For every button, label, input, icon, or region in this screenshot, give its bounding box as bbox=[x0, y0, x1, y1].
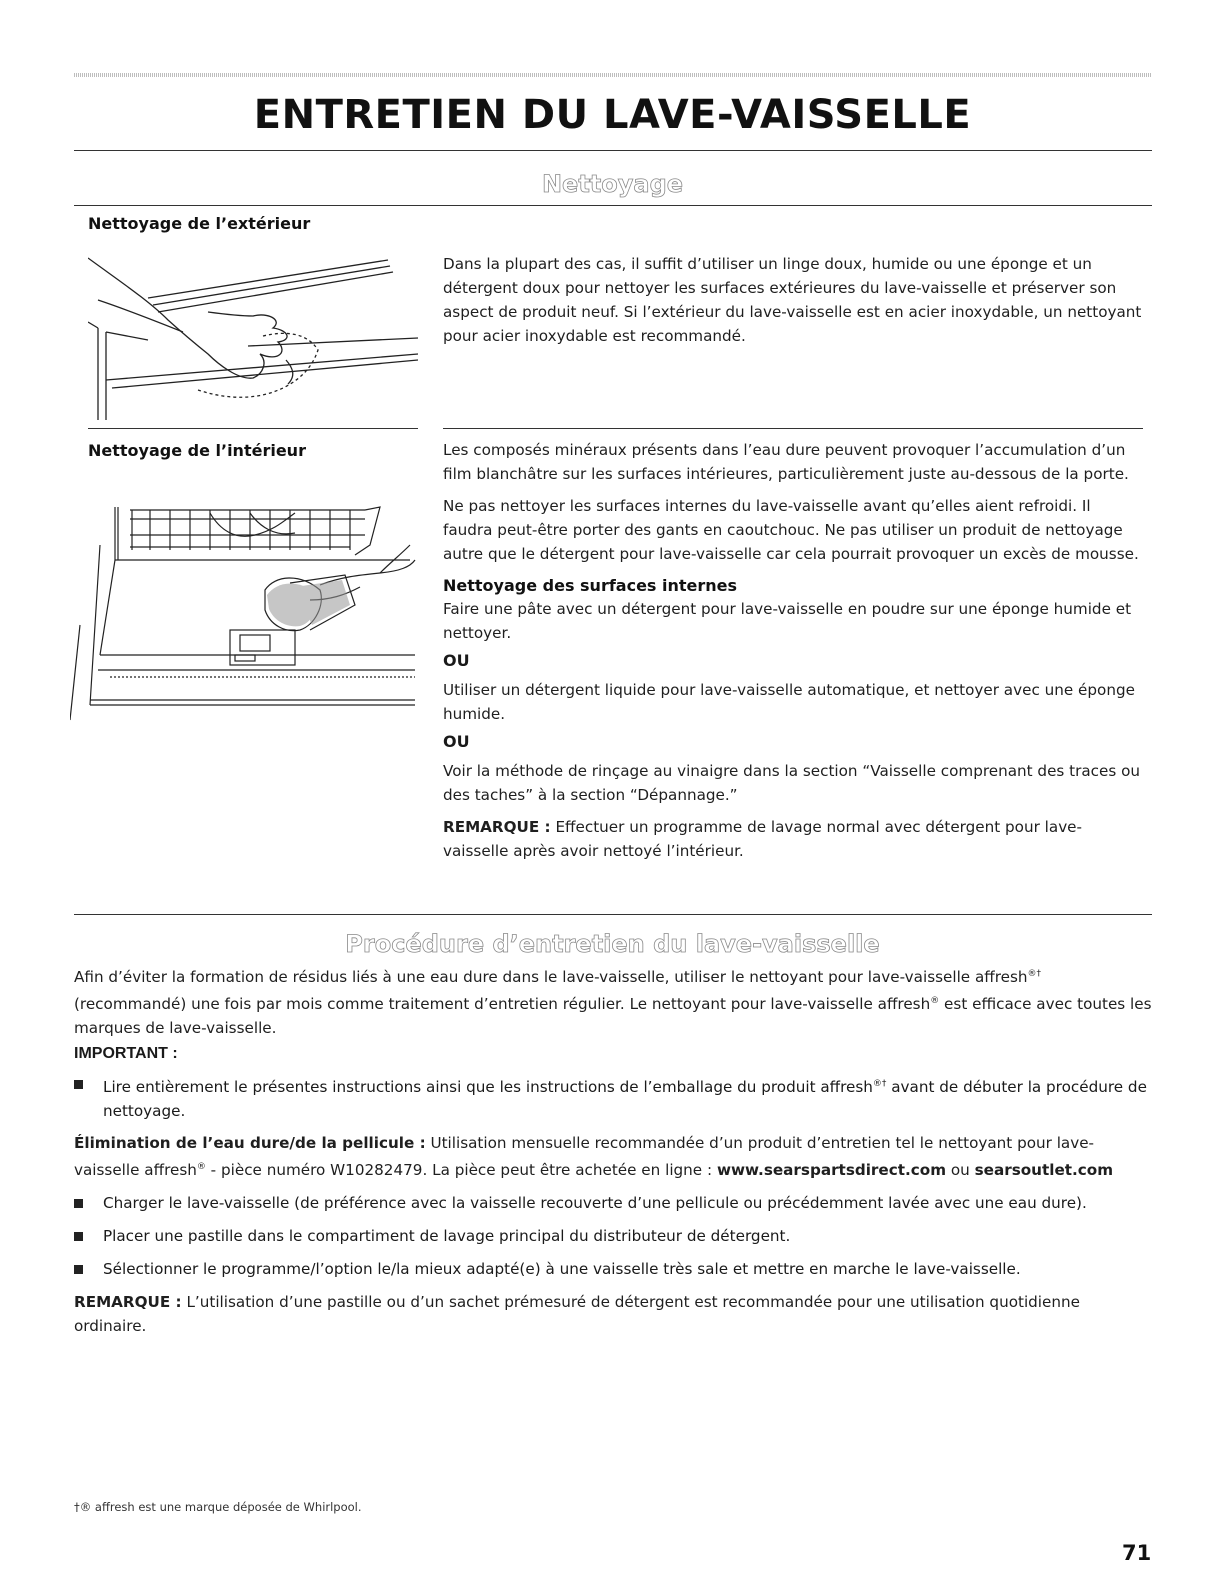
exterior-right-rule bbox=[443, 428, 1143, 429]
exterior-text: Dans la plupart des cas, il suffit d’utiliser un linge doux, humide ou une éponge et un détergent doux pour nettoyer les surfaces extérieures du lave-vaisselle et préserver son aspect de produit neuf. Si l’extérieur du lave-vaisselle est en acier inoxydable, un nettoyant pour acier inoxydable est recommandé. bbox=[443, 255, 1142, 345]
maintenance-note-label: REMARQUE : bbox=[74, 1293, 182, 1312]
elimination-label: Élimination de l’eau dure/de la pellicule : bbox=[74, 1134, 426, 1153]
bullet-square-icon bbox=[74, 1232, 83, 1241]
maintenance-note bbox=[74, 1290, 1152, 1338]
footnote: †® affresh est une marque déposée de Whirlpool. bbox=[74, 1500, 362, 1514]
page-title: ENTRETIEN DU LAVE-VAISSELLE bbox=[253, 92, 972, 138]
important-sup: ®† bbox=[872, 1079, 887, 1090]
interior-cleaning-illustration bbox=[70, 505, 420, 725]
interior-paragraph-5: Voir la méthode de rinçage au vinaigre dans la section “Vaisselle comprenant des traces ou des taches” à la section “Dépannage.” bbox=[443, 762, 1141, 804]
interior-paragraph-2: Ne pas nettoyer les surfaces internes du lave-vaisselle avant qu’elles aient refroidi. Il faudra peut-être porter des gants en caoutchouc. Ne pas utiliser un produit de nettoyage autre que le détergent pour lave-vaisselle car cela pourrait provoquer un excès de mousse. bbox=[443, 497, 1139, 563]
important-text-a: Lire entièrement le présentes instructions ainsi que les instructions de l’emballage du produit affresh bbox=[103, 1078, 873, 1097]
searsoutlet-link[interactable]: searsoutlet.com bbox=[974, 1161, 1114, 1180]
elimination-text-a: Utilisation mensuelle recommandée d’un produit d’entretien tel le nettoyant pour lave-vaisselle affresh bbox=[74, 1134, 1095, 1180]
interior-note-text: Effectuer un programme de lavage normal avec détergent pour lave-vaisselle après avoir nettoyé l’intérieur. bbox=[443, 818, 1083, 860]
list-item bbox=[74, 1257, 1152, 1281]
internal-surfaces-title: Nettoyage des surfaces internes bbox=[443, 576, 738, 595]
intro-part-a: Afin d’éviter la formation de résidus liés à une eau dure dans le lave-vaisselle, utiliser le nettoyant pour lave-vaisselle affresh bbox=[74, 968, 1028, 987]
title-rule bbox=[74, 150, 1152, 151]
interior-paragraph-1: Les composés minéraux présents dans l’eau dure peuvent provoquer l’accumulation d’un film blanchâtre sur les surfaces intérieures, particulièrement juste au-dessous de la porte. bbox=[443, 441, 1129, 483]
section-heading-nettoyage: Nettoyage bbox=[541, 170, 684, 198]
or-label-1: OU bbox=[443, 651, 470, 670]
bullet-square-icon bbox=[74, 1265, 83, 1274]
maintenance-note-text: L’utilisation d’une pastille ou d’un sachet prémesuré de détergent est recommandée pour une utilisation quotidienne ordinaire. bbox=[74, 1293, 1080, 1336]
intro-sup-1: ®† bbox=[1027, 969, 1042, 979]
bullet-square-icon bbox=[74, 1080, 83, 1089]
bullet-square-icon bbox=[74, 1199, 83, 1208]
intro-part-c: est efficace avec toutes les marques de lave-vaisselle. bbox=[74, 995, 1152, 1038]
exterior-title: Nettoyage de l’extérieur bbox=[88, 214, 311, 233]
list-item bbox=[74, 1191, 1152, 1215]
interior-note bbox=[443, 815, 1143, 863]
section-rule bbox=[74, 205, 1152, 206]
maintenance-intro bbox=[74, 962, 1152, 1040]
list-item-text: Placer une pastille dans le compartiment de lavage principal du distributeur de détergent. bbox=[103, 1227, 791, 1246]
interior-note-label: REMARQUE : bbox=[443, 818, 551, 836]
searspartsdirect-link[interactable]: www.searspartsdirect.com bbox=[716, 1161, 947, 1180]
list-item bbox=[74, 1224, 1152, 1248]
elimination-paragraph bbox=[74, 1131, 1152, 1182]
or-word: ou bbox=[946, 1161, 975, 1180]
important-text-b: avant de débuter la procédure de nettoyage. bbox=[103, 1078, 1147, 1121]
or-label-2: OU bbox=[443, 732, 470, 751]
interior-title: Nettoyage de l’intérieur bbox=[88, 441, 306, 460]
elimination-sup: ® bbox=[196, 1162, 206, 1173]
section-divider bbox=[74, 914, 1152, 915]
top-dotted-rule bbox=[74, 73, 1152, 77]
section-heading-maintenance: Procédure d’entretien du lave-vaisselle bbox=[345, 930, 880, 958]
intro-sup-2: ® bbox=[930, 996, 940, 1007]
interior-paragraph-4: Utiliser un détergent liquide pour lave-vaisselle automatique, et nettoyer avec une éponge humide. bbox=[443, 681, 1135, 723]
interior-paragraph-3: Faire une pâte avec un détergent pour lave-vaisselle en poudre sur une éponge humide et nettoyer. bbox=[443, 600, 1132, 642]
elimination-text-b: - pièce numéro W10282479. La pièce peut être achetée en ligne : bbox=[205, 1161, 717, 1180]
intro-part-b: (recommandé) une fois par mois comme traitement d’entretien régulier. Le nettoyant pour lave-vaisselle affresh bbox=[74, 995, 931, 1014]
page-number: 71 bbox=[1122, 1541, 1152, 1565]
important-bullet bbox=[74, 1072, 1152, 1123]
list-item-text: Sélectionner le programme/l’option le/la mieux adapté(e) à une vaisselle très sale et mettre en marche le lave-vaisselle. bbox=[103, 1260, 1021, 1279]
important-label: IMPORTANT : bbox=[74, 1045, 178, 1063]
list-item-text: Charger le lave-vaisselle (de préférence avec la vaisselle recouverte d’une pellicule ou précédemment lavée avec une eau dure). bbox=[103, 1194, 1087, 1213]
exterior-cleaning-illustration bbox=[88, 250, 418, 430]
exterior-left-rule bbox=[88, 428, 418, 429]
interior-text-block bbox=[443, 438, 1143, 863]
important-bullet-text bbox=[103, 1072, 1152, 1123]
maintenance-block bbox=[74, 962, 1152, 1338]
